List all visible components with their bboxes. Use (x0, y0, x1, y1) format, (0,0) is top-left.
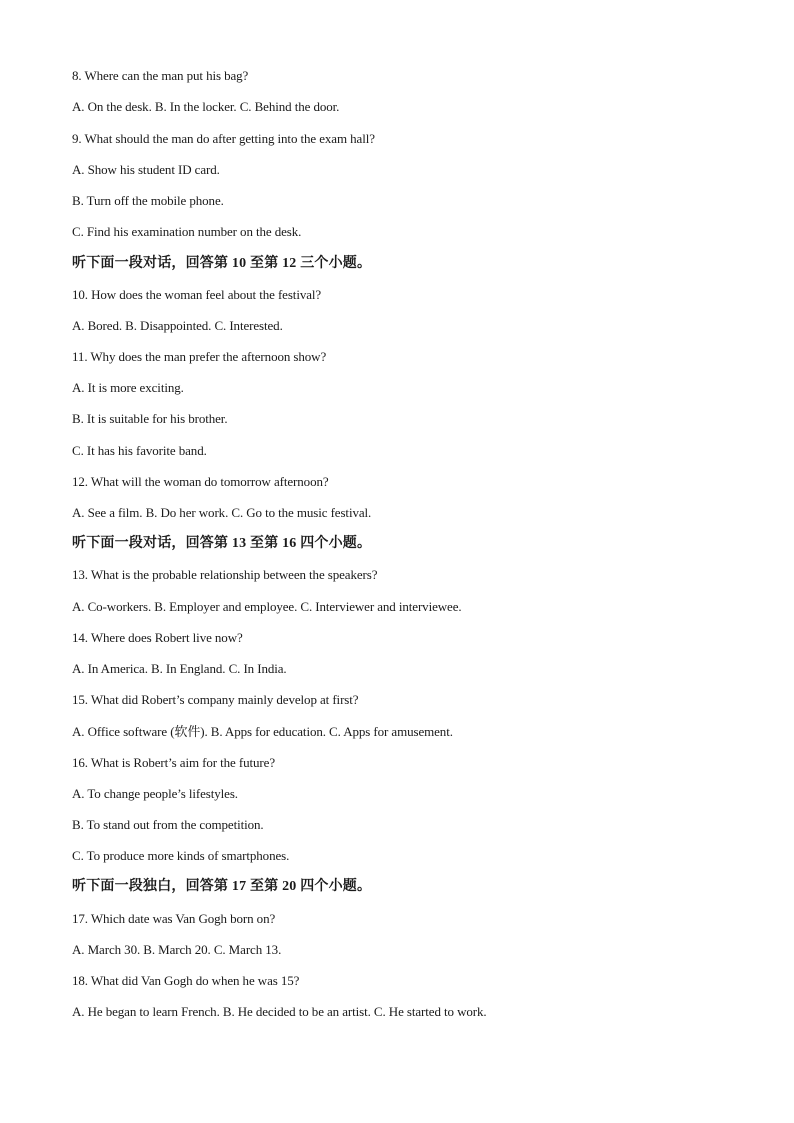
option-11a: A. It is more exciting. (72, 380, 184, 395)
options-15: A. Office software (软件). B. Apps for education. C. Apps for amusement. (72, 724, 453, 739)
options-12: A. See a film. B. Do her work. C. Go to the music festival. (72, 505, 372, 520)
section-heading-13-16: 听下面一段对话，回答第 13 至第 16 四个小题。 (72, 536, 372, 551)
option-11b: B. It is suitable for his brother. (72, 411, 228, 426)
question-13: 13. What is the probable relationship between the speakers? (72, 567, 378, 582)
options-8: A. On the desk. B. In the locker. C. Behind the door. (72, 99, 340, 114)
option-9a: A. Show his student ID card. (72, 162, 220, 177)
question-18: 18. What did Van Gogh do when he was 15? (72, 973, 300, 988)
question-17: 17. Which date was Van Gogh born on? (72, 911, 276, 926)
question-14: 14. Where does Robert live now? (72, 630, 243, 645)
options-17: A. March 30. B. March 20. C. March 13. (72, 942, 282, 957)
option-9b: B. Turn off the mobile phone. (72, 193, 224, 208)
question-11: 11. Why does the man prefer the afternoon show? (72, 349, 327, 364)
question-10: 10. How does the woman feel about the festival? (72, 287, 322, 302)
question-12: 12. What will the woman do tomorrow afternoon? (72, 474, 329, 489)
option-9c: C. Find his examination number on the desk. (72, 224, 302, 239)
question-8: 8. Where can the man put his bag? (72, 68, 249, 83)
option-11c: C. It has his favorite band. (72, 443, 207, 458)
options-14: A. In America. B. In England. C. In India. (72, 661, 287, 676)
section-heading-10-12: 听下面一段对话，回答第 10 至第 12 三个小题。 (72, 256, 372, 271)
options-18: A. He began to learn French. B. He decided to be an artist. C. He started to work. (72, 1004, 487, 1019)
options-13: A. Co-workers. B. Employer and employee. C. Interviewer and interviewee. (72, 599, 462, 614)
option-16a: A. To change people’s lifestyles. (72, 786, 238, 801)
option-16b: B. To stand out from the competition. (72, 817, 264, 832)
section-heading-17-20: 听下面一段独白，回答第 17 至第 20 四个小题。 (72, 879, 372, 894)
question-16: 16. What is Robert’s aim for the future? (72, 755, 275, 770)
question-15: 15. What did Robert’s company mainly develop at first? (72, 692, 359, 707)
option-16c: C. To produce more kinds of smartphones. (72, 848, 290, 863)
options-10: A. Bored. B. Disappointed. C. Interested. (72, 318, 283, 333)
question-9: 9. What should the man do after getting into the exam hall? (72, 131, 375, 146)
